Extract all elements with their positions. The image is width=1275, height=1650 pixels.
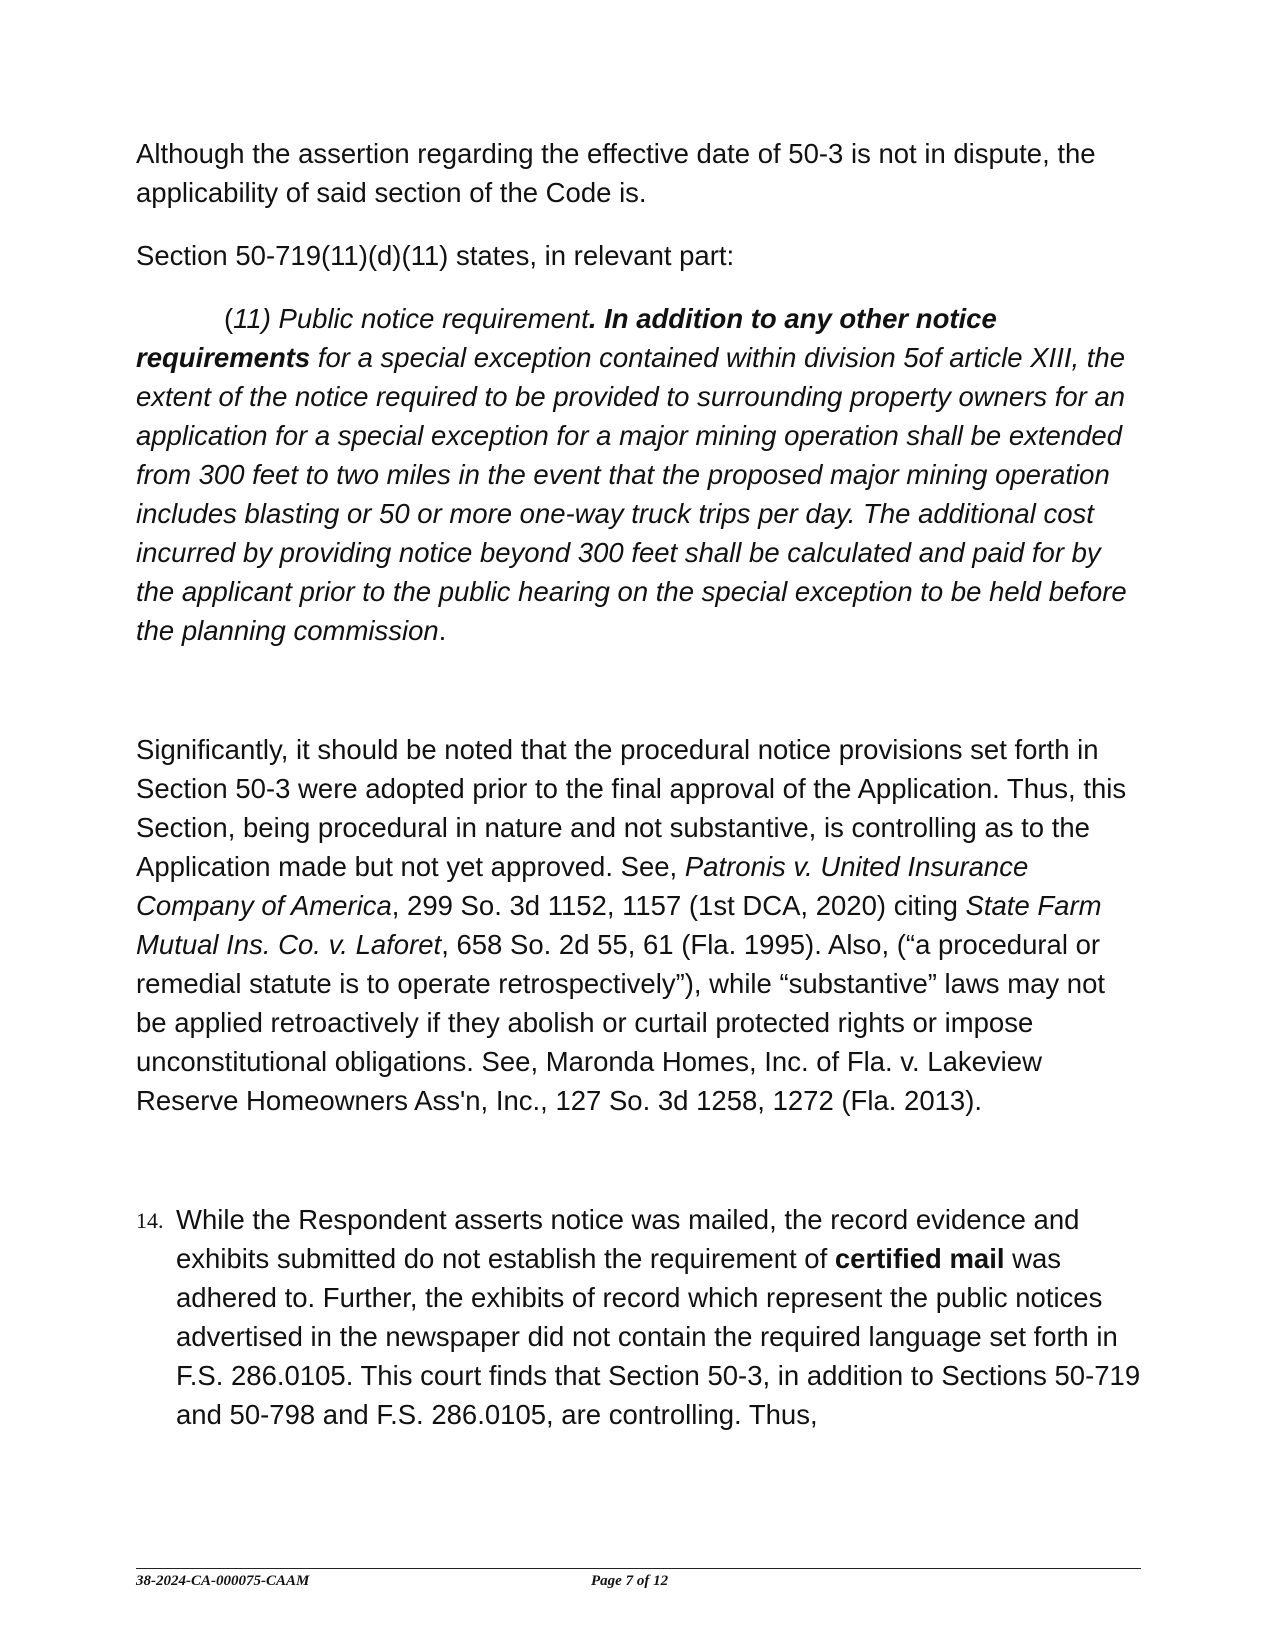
document-body <box>136 134 1141 1434</box>
item-number: 14. <box>136 1208 164 1233</box>
significance-text-3: , 658 So. 2d 55, 61 (Fla. 1995). Also, (“a procedural or remedial statute is to operate retrospectively”), while “substantive” laws may not be applied retroactively if they abolish or curtail protected rights or impose unconstitutional obligations. See, Maronda Homes, Inc. of Fla. v. Lakeview Reserve Homeowners Ass'n, Inc., 127 So. 3d 1258, 1272 (Fla. 2013). <box>136 929 1106 1116</box>
quote-body: for a special exception contained within division 5of article XIII, the extent of the notice required to be provided to surrounding property owners for an application for a special exception for a major mining operation shall be extended from 300 feet to two miles in the event that the proposed major mining operation includes blasting or 50 or more one-way truck trips per day. The additional cost incurred by providing notice beyond 300 feet shall be calculated and paid for by the applicant prior to the public hearing on the special exception to be held before the planning commission <box>136 342 1127 646</box>
paragraph-significance <box>136 730 1141 1120</box>
quote-bold-text: . In addition to any other notice requirements <box>136 303 997 373</box>
numbered-item-14 <box>136 1200 1141 1434</box>
paragraph-effective-date: Although the assertion regarding the effective date of 50-3 is not in dispute, the applicability of said section of the Code is. <box>136 138 1096 208</box>
item-14-bold: certified mail <box>834 1243 1005 1274</box>
significance-text-1: Significantly, it should be noted that the procedural notice provisions set forth in Section 50-3 were adopted prior to the final approval of the Application. Thus, this Section, being procedural in nature and not substantive, is controlling as to the Application made but not yet approved. See, <box>136 734 1127 882</box>
significance-text-2: , 299 So. 3d 1152, 1157 (1st DCA, 2020) citing <box>391 890 966 921</box>
quote-end: . <box>438 615 447 646</box>
case-citation-laforet: State Farm Mutual Ins. Co. v. Laforet <box>136 890 1102 960</box>
footer-page-number: Page 7 of 12 <box>591 1573 669 1589</box>
footer-case-number: 38-2024-CA-000075-CAAM <box>136 1573 310 1589</box>
quoted-code-section <box>136 299 1141 650</box>
paragraph-section-intro: Section 50-719(11)(d)(11) states, in relevant part: <box>136 240 735 271</box>
quote-open-paren: ( <box>224 303 234 334</box>
case-citation-patronis: Patronis v. United Insurance Company of America <box>136 851 1029 921</box>
item-14-text-1: While the Respondent asserts notice was mailed, the record evidence and exhibits submitted do not establish the requirement of <box>176 1204 1080 1274</box>
page-footer <box>136 1568 1141 1599</box>
item-14-text-2: was adhered to. Further, the exhibits of record which represent the public notices advertised in the newspaper did not contain the required language set forth in F.S. 286.0105. This court finds that Section 50-3, in addition to Sections 50-719 and 50-798 and F.S. 286.0105, are controlling. Thus, <box>176 1243 1141 1430</box>
quote-lead: 11) Public notice requirement <box>233 303 589 334</box>
